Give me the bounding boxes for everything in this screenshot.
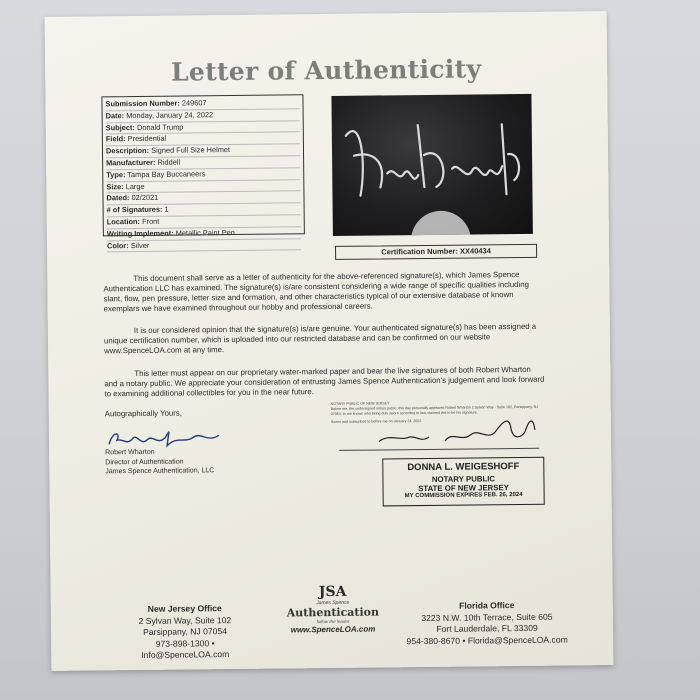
fl-office-line2: Fort Lauderdale, FL 33309 [436,622,538,634]
detail-label: Writing Implement: [106,228,174,239]
detail-value: 249607 [181,98,207,108]
detail-value: Tampa Bay Buccaneers [127,169,206,179]
detail-row [107,239,301,253]
nj-office-contact: 973-898-1300 • Info@SpenceLOA.com [141,637,230,660]
signer-block [105,447,214,477]
detail-label: Field: [105,134,126,144]
fl-office-line1: 3223 N.W. 10th Terrace, Suite 605 [421,611,553,623]
notary-stamp [382,457,544,507]
signer-name: Robert Wharton [105,448,155,457]
document-title: Letter of Authenticity [170,54,482,87]
detail-label: Dated: [106,193,130,203]
notary-stamp-name: DONNA L. WEIGESHOFF [407,461,520,474]
detail-value: Large [125,181,145,191]
detail-label: Description: [105,146,150,156]
detail-value: Presidential [127,134,167,144]
detail-value: Monday, January 24, 2022 [126,109,214,120]
detail-label: Submission Number: [105,98,180,109]
jsa-authentication: Authentication [286,605,380,620]
new-jersey-office [115,603,256,662]
jsa-mark: JSA [318,583,347,601]
detail-label: Color: [106,240,129,250]
nj-office-line1: 2 Sylvan Way, Suite 102 [138,614,232,626]
authenticity-paragraph-3: This letter must appear on our proprietary water-marked paper and bear the live signatures of both Robert Wharton and a notary public. We appreciate your consideration of entrusting James Spence Authentication's judgement and look forward to examining additional collectibles for you in the near future. [104,364,545,399]
detail-value: Metallic Paint Pen [175,227,235,238]
detail-label: Size: [106,181,124,191]
notary-heading: NOTARY PUBLIC OF NEW JERSEY [330,401,390,406]
detail-label: Date: [105,110,125,121]
signer-title: Director of Authentication [105,458,184,466]
notary-stamp-expiry: MY COMMISSION EXPIRES FEB. 26, 2024 [404,491,523,500]
jsa-tagline: follow the leader [316,618,350,625]
detail-label: Manufacturer: [106,157,156,168]
item-details-box [101,94,304,250]
notary-sworn-date: Sworn and subscribed to before me on January 24, 2022 [330,419,422,424]
authenticity-paragraph-2: It is our considered opinion that the signature(s) is/are genuine. Your authenticated signature(s) has been assigned a unique certification number, which is uploaded into our restricted database and can be confirmed on our website www.SpenceLOA.com at any time. [103,321,537,356]
nj-office-heading: New Jersey Office [147,603,222,614]
detail-value: Riddell [157,157,181,167]
signed-helmet-photo [331,94,532,236]
nj-office-line2: Parsippany, NJ 07054 [143,626,228,637]
detail-label: Type: [106,169,126,180]
authenticity-paragraph-1: This document shall serve as a letter of authenticity for the above-referenced signature(s), which James Spence Authentication LLC has examined. The signature(s) is/are consistent considering a wide range of specific qualities including slant, flow, pen pressure, letter size and formation, and other characteristics typical of our extensive database of known exemplars we have examined throughout our hobby and professional careers. [103,270,529,314]
detail-value: Donald Trump [136,122,184,132]
notary-statement: Before me, the undersigned notary public, this day personally appeared Robert Wharton 2 Sylvan Way - Suite 102, Parsippany, NJ 07054, to me known who being duly sworn according to law, claimed this to be his signature. [330,404,539,416]
notary-stamp-state: STATE OF NEW JERSEY [418,483,509,494]
fl-office-contact: 954-380-8670 • Florida@SpenceLOA.com [406,634,568,646]
notary-stamp-title: NOTARY PUBLIC [431,474,496,484]
detail-value: 02/2021 [131,193,159,203]
detail-label: Location: [106,216,141,227]
certification-number: Certification Number: XX40434 [335,244,537,260]
detail-label: # of Signatures: [106,204,163,215]
jsa-logo [273,583,394,634]
letter-of-authenticity-document [45,11,614,671]
fl-office-heading: Florida Office [459,600,515,611]
jsa-james-spence: James Spence [316,599,350,607]
detail-value: Signed Full Size Helmet [151,145,231,156]
florida-office [397,599,577,647]
jsa-website: www.SpenceLOA.com [290,624,376,635]
closing-line: Autographically Yours, [104,408,182,419]
detail-label: Subject: [105,122,135,132]
detail-value: 1 [164,204,169,214]
signer-company: James Spence Authentication, LLC [105,467,215,476]
detail-value: Silver [130,240,150,250]
detail-value: Front [142,216,160,226]
